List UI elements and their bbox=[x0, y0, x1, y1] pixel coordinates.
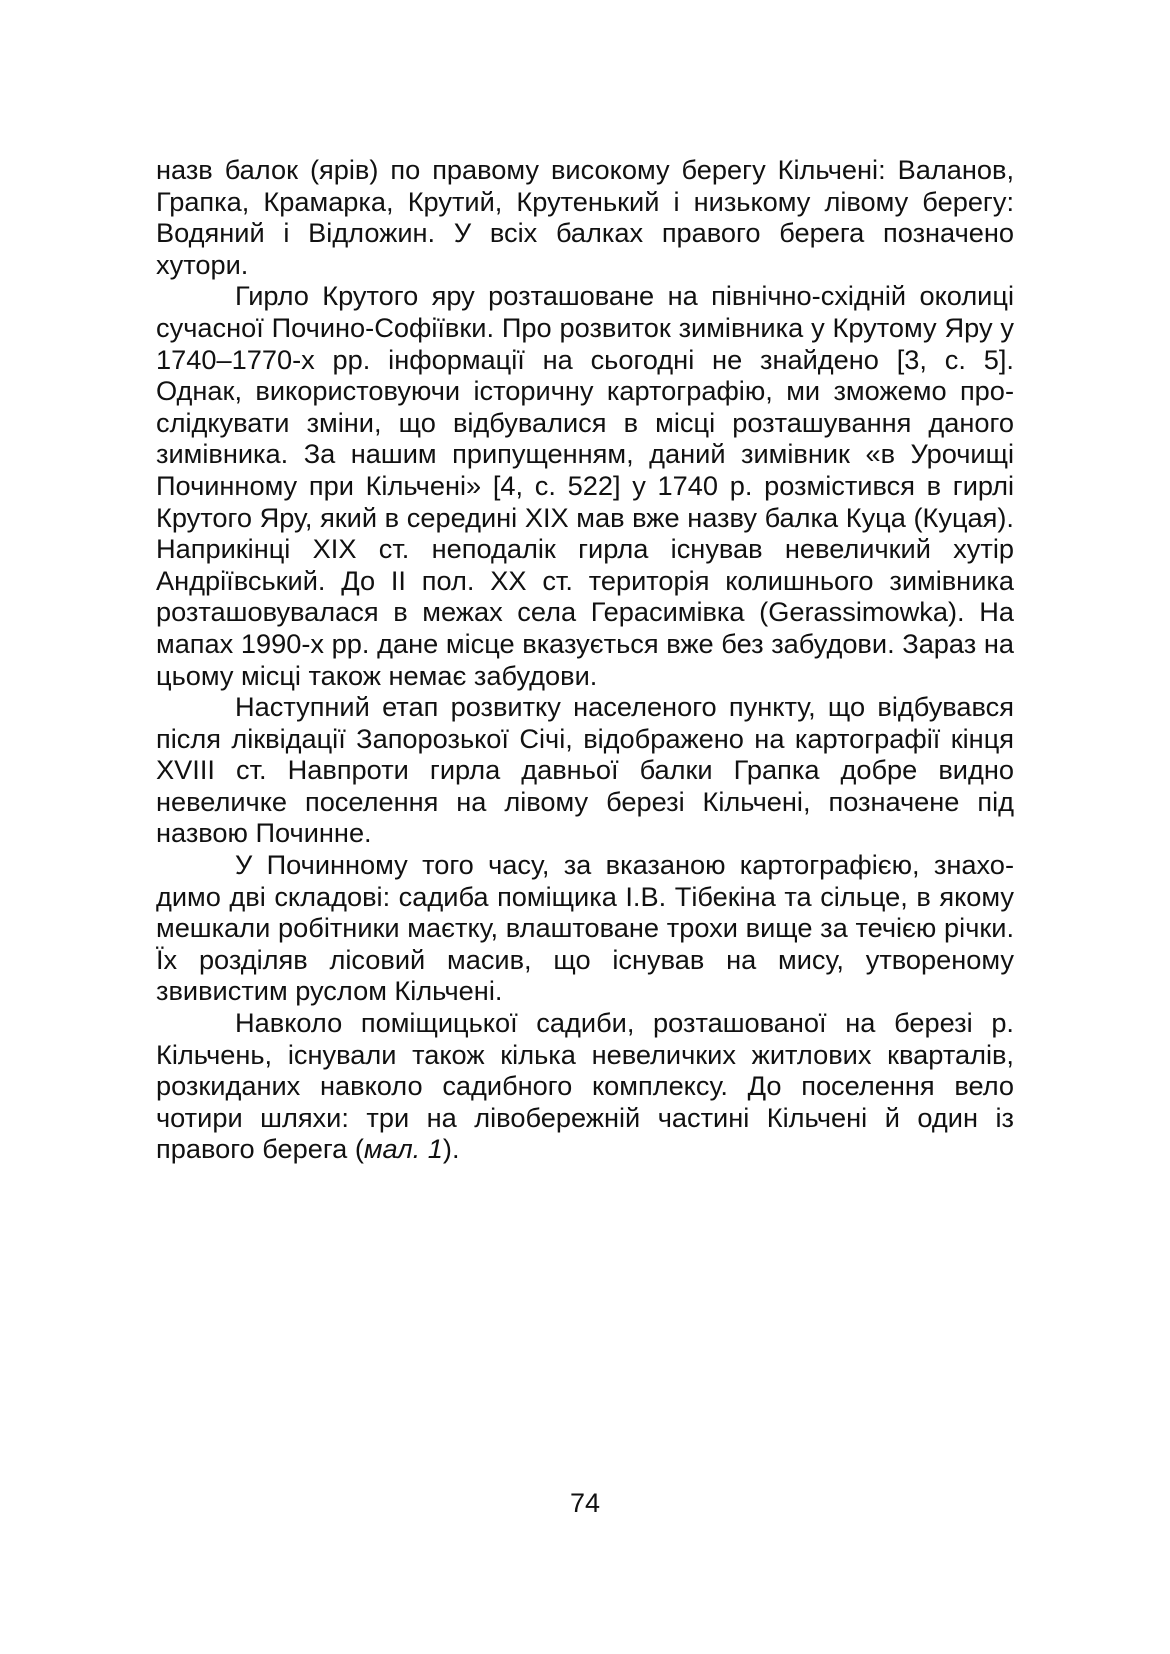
paragraph-1: назв балок (ярів) по правому високому берегу Кільчені: Валанов, Грапка, Крамарка, Крутий, Крутенький і низькому лівому берегу: Водяний і Відложин. У всіх балках правого берега позначено хутори. bbox=[156, 154, 1014, 280]
page-body bbox=[156, 154, 1014, 1165]
page-number: 74 bbox=[569, 1488, 601, 1518]
paragraph-4: У Починному того часу, за вказаною картографією, знаходимо дві складові: садиба поміщика І.В. Тібекіна та сільце, в якому мешкали робітники маєтку, влаштоване трохи вище за течією річки. Їх розділяв лісовий масив, що існував на мису, утвореному звивистим руслом Кільчені. bbox=[156, 849, 1014, 1007]
paragraph-2: Гирло Крутого яру розташоване на північно-східній околиці сучасної Почино-Софіївки. Про розвиток зимівника у Крутому Яру у 1740–1770-х рр. інформації на сьогодні не знайдено [3, с. 5]. Однак, використовуючи історичну картографію, ми зможемо прослідкувати зміни, що відбувалися в місці розташування даного зимівника. За нашим припущенням, даний зимівник «в Урочищі Починному при Кільчені» [4, с. 522] у 1740 р. розмістився в гирлі Крутого Яру, який в середині ХІХ мав вже назву балка Куца (Куцая). Наприкінці ХІХ ст. неподалік гирла існував невеличкий хутір Андріївський. До ІІ пол. ХХ ст. територія колишнього зимівника розташовувалася в межах села Герасимівка (Gerassimowka). На мапах 1990-х рр. дане місце вказується вже без забудови. Зараз на цьому місці також немає забудови. bbox=[156, 280, 1014, 691]
figure-reference: мал. 1 bbox=[363, 1133, 443, 1165]
paragraph-5-closing: ). bbox=[442, 1133, 460, 1165]
paragraph-3: Наступний етап розвитку населеного пункту, що відбувався після ліквідації Запорозької Січі, відображено на картографії кінця ХVІІІ ст. Навпроти гирла давньої балки Грапка добре видно невеличке поселення на лівому березі Кільчені, позначене під назвою Починне. bbox=[156, 691, 1014, 849]
paragraph-5-text: Навколо поміщицької садиби, розташованої на березі р. Кільчень, існували також кілька невеличких житлових кварталів, розкиданих навколо садибного комплексу. До поселення вело чотири шляхи: три на лівобережній частині Кільчені й один із правого берега ( bbox=[156, 1007, 1014, 1165]
paragraph-5 bbox=[156, 1007, 1014, 1165]
